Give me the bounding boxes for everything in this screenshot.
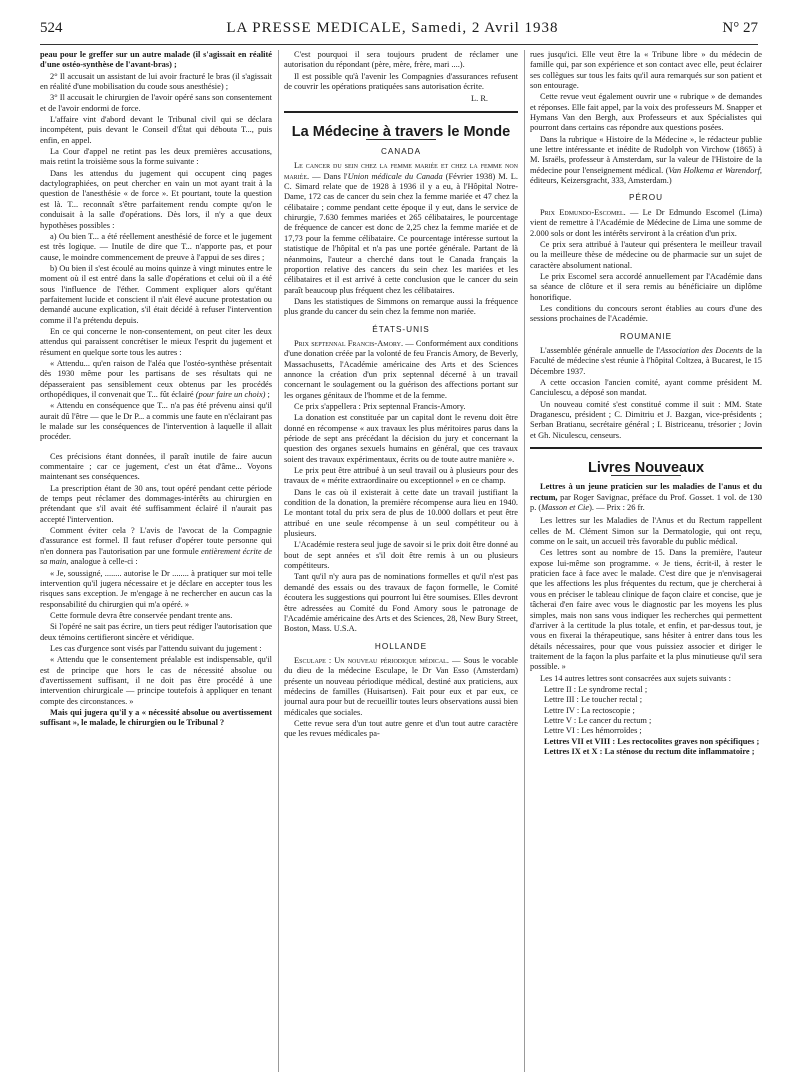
paragraph [284,656,518,718]
italic-run: Association des Docents [659,345,743,355]
paragraph [284,339,518,401]
book-entry-title [530,482,762,513]
book-title: Lettres à un jeune praticien sur les maladies de l'anus et du rectum, [530,482,762,502]
text-run: Comment éviter cela ? L'avis de l'avocat de la Compagnie d'assurance est formel. Il faut refuser d'opérer toute personne qui n'en donnera pas l'autorisation par une formule [40,526,272,556]
paragraph [530,135,762,187]
paragraph: En ce qui concerne le non-consentement, on peut citer les deux attendus qui paraissent concrétiser le mieux l'esprit du jugement et résument en quelque sorte tous les autres : [40,326,272,357]
paragraph: Les lettres sur les Maladies de l'Anus et du Rectum rappellent celles de M. Clément Simon sur la Dermatologie, qui ont reçu, comme on le sait, un accueil très favorable du public médical. [530,516,762,547]
letters-list [530,685,762,757]
paragraph: rues jusqu'ici. Elle veut être la « Tribune libre » du médecin de famille qui, par son expérience et son contact avec elle, peut éclairer ses collègues sur tous les faits qu'il aura remarqués sur son patient et son entourage. [530,50,762,91]
paragraph: Tant qu'il n'y aura pas de nominations formelles et qu'il n'est pas demandé des essais ou des travaux de façon formelle, le Comité écoutera les suggestions qui pourront lui être soumises. Elles devront être adressées au Comité du Fond Amory sous le patronage de l'Académie américaine des Arts et des Sciences, 28, New Bury Street, Boston, Mass. U.S.A. [284,572,518,634]
paragraph [530,208,762,239]
paragraph: Le prix peut être attribué à un seul travail ou à plusieurs pour des travaux de « mérite extraordinaire ou exceptionnel » en ce champ. [284,466,518,486]
text-run: , analogue à celle-ci : [66,557,138,567]
country-heading: CANADA [380,147,422,157]
text-run: — Dans l' [309,171,348,181]
page-number: 524 [40,20,63,36]
paragraph: Ces précisions étant données, il paraît inutile de faire aucun commentaire ; car ce jugement, c'est un état d'âme... Voyons maintenant ses conséquences. [40,451,272,482]
paragraph: b) Ou bien il s'est écoulé au moins quinze à vingt minutes entre le moment où il est entré dans la salle d'opérations et celui où il a été sous l'influence de l'éther. Comment expliquer alors qu'étant parfaitement lucide et conscient il n'ait élevé aucune protestation ou demandé aucune explication, s'il était décidé à refuser l'intervention comme il l'a prétendu depuis. [40,263,272,325]
paragraph: Ces lettres sont au nombre de 15. Dans la première, l'auteur expose lui-même son programme. « Je tiens, écrit-il, à rester le praticien face à face avec le malade. C'est dire que je n'envisagerai que les affections les plus fréquentes du rectum, que je chercherai à vous en préciser le tableau clinique de façon claire et concise, que je tâcherai d'en faire avec vous le diagnostic par les moyens les plus simples, mais non sans vous indiquer les recherches qui permettent d'arriver à la certitude la plus totale, et enfin, et par-dessus tout, je vous en fixerai la thérapeutique, sans hésiter à entrer dans tous les détails nécessaires, pour que vous puissiez associer et diriger le traitement de la façon la plus parfaite et la plus minutieuse qu'il sera possible. » [530,548,762,672]
section-divider [284,111,518,113]
paragraph: a) Ou bien T... a été réellement anesthésié de force et le jugement est très logique. — Inutile de dire que T... n'apporte pas, et pour cause, le moindre commencement de preuve à l'appui de ses dires ; [40,231,272,262]
paragraph: L'affaire vint d'abord devant le Tribunal civil qui se déclara incompétent, puis devant le Conseil d'État qui débouta T..., puis enfin, en appel. [40,115,272,145]
text-run: — Sous le vocable du dieu de la médecine Esculape, le Dr Van Esso (Amsterdam) présente un nouveau périodique médical, destiné aux praticiens, aux médecins de familles (Huisartsen). Fait pour eux et par eux, ce journal aura pour but de recueillir toutes leurs observations aussi bien médicales que sociales. [284,655,518,717]
country-heading: ROUMANIE [619,331,673,341]
paragraph: Les conditions du concours seront établies au cours d'une des sessions prochaines de l'Académie. [530,303,762,324]
text-run: ; [265,390,270,399]
issue-number: N° 27 [722,20,758,36]
paragraph: La Cour d'appel ne retint pas les deux premières accusations, mais retint la troisième sous la forme suivante : [40,147,272,167]
paragraph: La prescription étant de 30 ans, tout opéré pendant cette période de temps peut réclamer des dommages-intérêts au chirurgien en prétendant que s'il avait été suffisamment éclairé il n'aurait pas accepté l'intervention. [40,483,272,524]
country-heading: PÉROU [628,193,664,203]
lead-in: Prix Edmundo-Escomel. [540,207,626,217]
text-run: ). — Prix : 26 fr. [589,503,645,513]
column-divider [278,50,279,1072]
quoted-formula: « Je, soussigné, ........ autorise le Dr ........ à pratiquer sur moi telle intervention qu'il jugera nécessaire et je déclare en accepter tous les risques sans exception. Je m'engage à ne rechercher en aucun cas la responsabilité du chirurgien qui m'a opéré. » [40,568,272,609]
paragraph: La donation est constituée par un capital dont le revenu doit être donné en récompense « aux travaux les plus méritoires parus dans la période de sept ans précédant la décision du jury et concernant la question des organes sexuels humains en général, que ces travaux soient des travaux expérimentaux, écrits ou de toute autre manière ». [284,413,518,464]
paragraph: A cette occasion l'ancien comité, ayant comme président M. Canciulescu, a déposé son mandat. [530,377,762,398]
italic-run: Van Holkema et Warendorf [668,165,760,175]
paragraph: 2° Il accusait un assistant de lui avoir fracturé le bras (il s'agissait en réalité d'une mobilisation du coude sous anesthésie) ; [40,71,272,92]
section-title: Livres Nouveaux [587,460,705,477]
paragraph: Les cas d'urgence sont visés par l'attendu suivant du jugement : [50,643,262,653]
italic-run: Union médicale du Canada [347,171,443,181]
paragraph: Si l'opéré ne sait pas écrire, un tiers peut rédiger l'autorisation que deux témoins certifieront sincère et véridique. [40,622,272,642]
list-item: Lettre II : Le syndrome rectal ; [544,684,648,694]
paragraph: Dans le cas où il existerait à cette date un travail justifiant la condition de la donation, la première récompense aura lieu en 1940. Le montant total du prix sera de plus de 10.000 dollars et peut être attribué en une seule récompense à un seul compétiteur ou à plusieurs. [284,487,518,539]
list-item: Lettre VI : Les hémorroïdes ; [544,726,642,736]
text-run: — Conformément aux conditions d'une donation créée par la volonté de feu Francis Amory, de Beverly, Massachusetts, l'Académie américaine des Arts et des Sciences annonce la création d'un prix septennal décerné à un travail concernant le soulagement ou la guérison des affections portant sur les organes génitaux de l'homme et de la femme. [284,338,518,400]
paragraph [530,346,762,377]
paragraph: Dans les statistiques de Simmons on remarque aussi la fréquence plus grande du cancer du sein chez la femme non mariée. [284,296,518,317]
paragraph: Cette revue sera d'un tout autre genre et d'un tout autre caractère que les revues médicales pa- [284,718,518,739]
lead-in: Esculape : Un nouveau périodique médical. [294,655,449,665]
paragraph [284,161,518,295]
paragraph: Un nouveau comité s'est constitué comme il suit : MM. State Draganescu, président ; C. Dimitriu et J. Bazgan, vice-présidents ; Serban Bratianu, secrétaire général ; I. Bistriceanu, trésorier ; Jovin et Gh. Niculescu, censeurs. [530,399,762,440]
column-1 [40,50,272,1076]
publication-title: LA PRESSE MEDICALE, Samedi, 2 Avril 1938 [226,20,559,36]
text-run: L'assemblée générale annuelle de l' [540,345,660,355]
paragraph: Dans les attendus du jugement qui occupent cinq pages dactylographiées, on peut chercher en vain un mot ayant trait à la question de l'anesthésie « de force ». Et pourtant, toute la question est là. T... reconnaît s'être parfaitement rendu compte qu'on le conduisait à la salle d'opérations. Dès lors, il n'y a que deux hypothèses possibles : [40,168,272,230]
paragraph: Le prix Escomel sera accordé annuellement par l'Académie dans sa séance de clôture et il sera remis au bénéficiaire un diplôme honorifique. [530,271,762,302]
lead-in: Le cancer du sein chez la femme mariée et chez la femme non mariée. [284,161,518,181]
paragraph [40,526,272,567]
country-heading: HOLLANDE [374,641,428,651]
list-item: Lettres IX et X : La sténose du rectum dite inflammatoire ; [544,746,755,756]
paragraph: peau pour le greffer sur un autre malade (il s'agissait en réalité d'une ostéo-synthèse de l'avant-bras) ; [40,50,272,70]
paragraph: Cette formule devra être conservée pendant trente ans. [50,610,233,620]
article-signature: L. R. [471,94,488,104]
paragraph: Ce prix s'appellera : Prix septennal Francis-Amory. [294,401,466,411]
paragraph: 3° Il accusait le chirurgien de l'avoir opéré sans son consentement et de l'avoir endormi de force. [40,93,272,113]
text-run: — Le Dr Edmundo Escomel (Lima) vient de remettre à l'Académie de Médecine de Lima une somme de 2.000 sols or dont les intérêts serviront à la création d'un prix. [530,207,762,238]
text-run: , éditeurs, Keizersgracht, 333, Amsterdam.) [530,165,762,186]
italic-run: Masson et Cie [541,503,590,513]
section-divider [530,447,762,449]
column-3 [530,50,762,1076]
paragraph: L'Académie restera seul juge de savoir si le prix doit être donné au bout de sept années et s'il doit être remis à un ou plusieurs compétiteurs. [284,540,518,571]
text-run: « Attendu... qu'en raison de l'aléa que l'ostéo-synthèse présentait dès 1930 même pour les partisans de ses résultats qui ne dépasseraient pas sensiblement ceux obtenus par les procédés orthopédiques, il convenait que T... fût éclairé [40,358,272,399]
list-item: Lettre IV : La rectoscopie ; [544,705,635,715]
quoted-paragraph: « Attendu en conséquence que T... n'a pas été prévenu ainsi qu'il aurait dû l'être — que le Dr P... a commis une faute en n'éclairant pas le malade sur les conséquences de l'intervention à laquelle il allait procéder. [40,401,272,442]
paragraph: C'est pourquoi il sera toujours prudent de réclamer une autorisation du répondant (père, mère, frère, mari ....). [284,50,518,70]
text-run: de la Faculté de médecine s'est réunie à l'hôpital Coltzea, à Bucarest, le 15 Décembre 1937. [530,345,762,376]
paragraph: Les 14 autres lettres sont consacrées aux sujets suivants : [540,673,731,683]
section-title: La Médecine à travers le Monde [291,123,511,140]
text-run: (Février 1938) M. L. C. Simard relate que de 1928 à 1936 il y a eu, à l'Hôpital Notre-Dame, 172 cas de cancer du sein chez la femme mariée et 47 chez la célibataire ; comme pendant cette époque il y eut, dans le service de chirurgie, 7.630 femmes mariées et 265 célibataires, le pourcentage de fréquence de cancer est donc de 2,25 chez la femme mariée et de 17,73 pour la femme célibataire. Ce pourcentage intéresse surtout la statistique de l'hôpital et n'a pas une portée générale. Partant de là néanmoins, l'auteur a cherché dans tout le Canada français la proportion relative des cancers du sein chez les mariées et les célibataires et il est arrivé à cette conclusion que le cancer du sein paraît beaucoup plus fréquent chez les célibataires. [284,171,518,295]
quoted-paragraph [40,359,272,400]
page-header [40,20,758,45]
list-item: Lettre V : Le cancer du rectum ; [544,715,652,725]
text-run: Dans la rubrique « Histoire de la Médecine », le rédacteur publie une lettre intéressante et inédite de Rudolph von Virchow (1865) à M. Israëls, professeur à Amsterdam, sur la valeur de l'Histoire de la médecine pour l'enseignement médical. ( [530,134,762,175]
column-2 [284,50,518,1076]
paragraph: Il est possible qu'à l'avenir les Compagnies d'assurances refusent de couvrir les opérations pratiquées sans autorisation écrite. [284,71,518,92]
text-run: par Roger Savignac, préface du Prof. Gosset. 1 vol. de 130 p. ( [530,492,762,513]
list-item: Lettre III : Le toucher rectal ; [544,695,643,705]
paragraph: Mais qui jugera qu'il y a « nécessité absolue ou avertissement suffisant », le malade, le chirurgien ou le Tribunal ? [40,707,272,728]
italic-run: entièrement écrite de sa main [40,546,272,567]
lead-in: Prix septennal Francis-Amory. [294,338,404,348]
country-heading: ÉTATS-UNIS [372,324,430,334]
column-divider [524,50,525,1072]
list-item: Lettres VII et VIII : Les rectocolites graves non spécifiques ; [544,736,760,746]
paragraph: Cette revue veut également ouvrir une « rubrique » de demandes et réponses. Elle fait appel, par la voix des professeurs M. Snapper et Hymans Van den Bergh, aux Professeurs et aux Spécialistes qui pourront dans certains cas répondre aux questions posées. [530,92,762,133]
paragraph: Ce prix sera attribué à l'auteur qui présentera le meilleur travail ou la meilleure thèse de médecine ou de pharmacie sur un sujet de caractère absolument national. [530,239,762,270]
quoted-paragraph: « Attendu que le consentement préalable est indispensable, qu'il est de principe que hors le cas de nécessité absolue ou d'avertissement suffisant, il ne doit pas être procédé à une intervention chirurgicale — principe toutefois à appliquer en tenant compte des circonstances. » [40,655,272,706]
italic-run: (pour faire un choix) [195,390,266,399]
